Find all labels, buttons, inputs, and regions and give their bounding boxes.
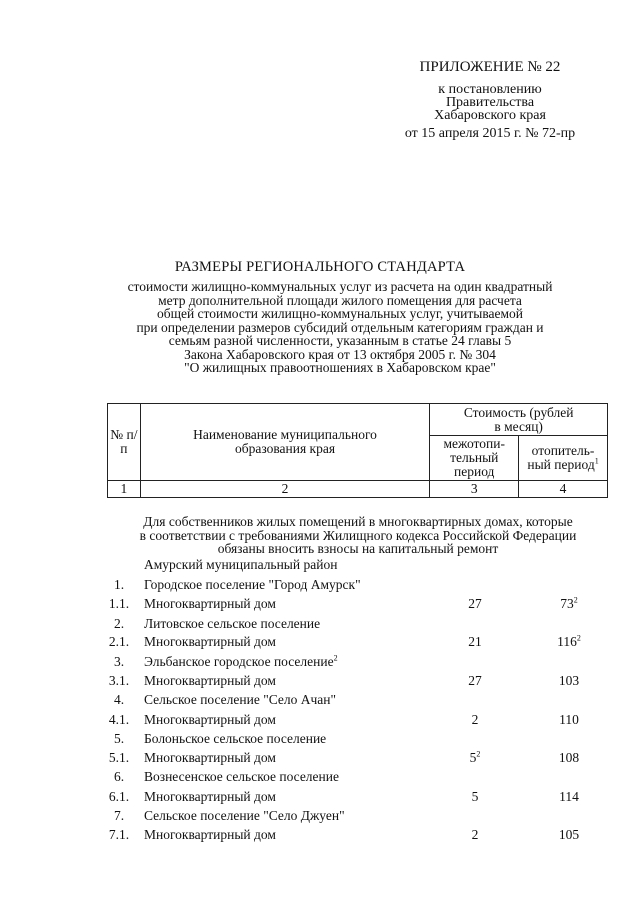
section-note-line: обязаны вносить взносы на капитальный ремонт	[217, 541, 499, 556]
header-line-1: к постановлению	[438, 82, 542, 97]
col-index-3: 3	[430, 481, 519, 498]
table-row	[0, 808, 640, 828]
row-value-heating: 116	[557, 634, 577, 649]
row-value-interheating: 2	[471, 712, 479, 727]
table-row	[0, 577, 640, 597]
header-col-heating	[519, 436, 608, 481]
header-date-line: от 15 апреля 2015 г. № 72-пр	[404, 126, 576, 141]
row-value-interheating: 27	[468, 596, 482, 611]
row-name: Сельское поселение "Село Ачан"	[144, 692, 337, 707]
table-row	[0, 673, 640, 693]
row-name: Вознесенское сельское поселение	[144, 769, 339, 784]
row-name: Многоквартирный дом	[144, 789, 276, 804]
row-value-interheating: 27	[468, 673, 482, 688]
row-name: Многоквартирный дом	[144, 634, 276, 649]
row-name: Сельское поселение "Село Джуен"	[144, 808, 345, 823]
row-number: 5.	[113, 731, 125, 746]
table-row	[0, 596, 640, 616]
row-name: Литовское сельское поселение	[144, 616, 321, 631]
subtitle-line: общей стоимости жилищно-коммунальных услуг, учитываемой	[156, 306, 524, 321]
row-number: 4.	[113, 692, 125, 707]
subtitle-line: метр дополнительной площади жилого помещения для расчета	[158, 292, 522, 308]
row-number: 7.1.	[108, 827, 130, 842]
row-number: 3.	[113, 654, 125, 669]
row-number: 7.	[113, 808, 125, 823]
footnote-marker: 2	[576, 633, 581, 643]
col-index-4: 4	[519, 481, 608, 498]
row-name: Многоквартирный дом	[144, 827, 276, 842]
table-row	[0, 634, 640, 654]
row-number: 6.	[113, 769, 125, 784]
footnote-marker: 1	[594, 456, 599, 466]
appendix-number: ПРИЛОЖЕНИЕ № 22	[419, 59, 561, 75]
table-row	[0, 827, 640, 847]
table-row	[0, 616, 640, 636]
subtitle-line: "О жилищных правоотношениях в Хабаровском крае"	[184, 360, 496, 375]
header-col-cost-text: Стоимость (рублей в месяц)	[463, 404, 574, 434]
subtitle-line: семьям разной численности, указанным в статье 24 главы 5	[168, 333, 512, 348]
table-row	[0, 769, 640, 789]
table-row	[0, 712, 640, 732]
row-number: 2.	[113, 616, 125, 631]
row-number: 1.1.	[108, 596, 130, 611]
row-name: Многоквартирный дом	[144, 673, 276, 688]
row-number: 5.1.	[108, 750, 130, 765]
row-name: Амурский муниципальный район	[144, 557, 338, 572]
row-number: 6.1.	[108, 789, 130, 804]
row-value-heating: 103	[558, 673, 580, 688]
row-number: 1.	[113, 577, 125, 592]
row-value-heating: 73	[560, 596, 574, 611]
row-number: 3.1.	[108, 673, 130, 688]
document-title: РАЗМЕРЫ РЕГИОНАЛЬНОГО СТАНДАРТА	[174, 259, 466, 275]
row-value-interheating: 5	[471, 789, 479, 804]
row-name: Многоквартирный дом	[144, 750, 276, 765]
table-row	[0, 789, 640, 809]
table-row	[0, 557, 640, 577]
footnote-marker: 2	[573, 595, 578, 605]
row-value-interheating: 5	[469, 750, 477, 765]
col-index-2: 2	[140, 481, 430, 498]
subtitle-line: при определении размеров субсидий отдельным категориям граждан и	[136, 319, 544, 335]
col-index-1: 1	[108, 481, 141, 498]
row-value-interheating: 21	[468, 634, 482, 649]
row-number: 4.1.	[108, 712, 130, 727]
section-note	[106, 515, 610, 556]
subtitle-line: стоимости жилищно-коммунальных услуг из расчета на один квадратный	[127, 279, 553, 294]
table-row	[0, 654, 640, 674]
header-col-cost	[430, 404, 608, 436]
footnote-marker: 2	[333, 653, 338, 663]
footnote-marker: 2	[476, 749, 481, 759]
section-note-line: Для собственников жилых помещений в многоквартирных домах, которые	[143, 514, 573, 529]
header-col-name-text: Наименование муниципального образования края	[193, 427, 377, 456]
header-col-interheating-text: межотопи- тельный период	[443, 436, 505, 479]
table-row	[0, 692, 640, 712]
section-note-line: в соответствии с требованиями Жилищного кодекса Российской Федерации	[139, 527, 577, 543]
table-header	[107, 403, 608, 498]
row-value-heating: 108	[558, 750, 580, 765]
document-subtitle	[100, 280, 580, 375]
header-line-2: Правительства	[445, 95, 535, 110]
row-name: Болоньское сельское поселение	[144, 731, 327, 746]
row-value-heating: 114	[559, 789, 579, 804]
table-row	[0, 750, 640, 770]
subtitle-line: Закона Хабаровского края от 13 октября 2005 г. № 304	[184, 346, 496, 362]
row-value-heating: 105	[558, 827, 580, 842]
row-number: 2.1.	[108, 634, 130, 649]
row-name: Городское поселение "Город Амурск"	[144, 577, 361, 592]
table-row	[0, 731, 640, 751]
row-name: Многоквартирный дом	[144, 596, 276, 611]
header-line-3: Хабаровского края	[434, 108, 546, 123]
row-name: Эльбанское городское поселение	[144, 654, 334, 669]
header-col-heating-text: отопитель- ный период	[527, 443, 595, 472]
header-col-number: № п/п	[108, 404, 141, 481]
row-name: Многоквартирный дом	[144, 712, 276, 727]
row-value-interheating: 2	[471, 827, 479, 842]
row-value-heating: 110	[559, 712, 579, 727]
header-col-interheating	[430, 436, 519, 481]
header-col-name	[140, 404, 430, 481]
